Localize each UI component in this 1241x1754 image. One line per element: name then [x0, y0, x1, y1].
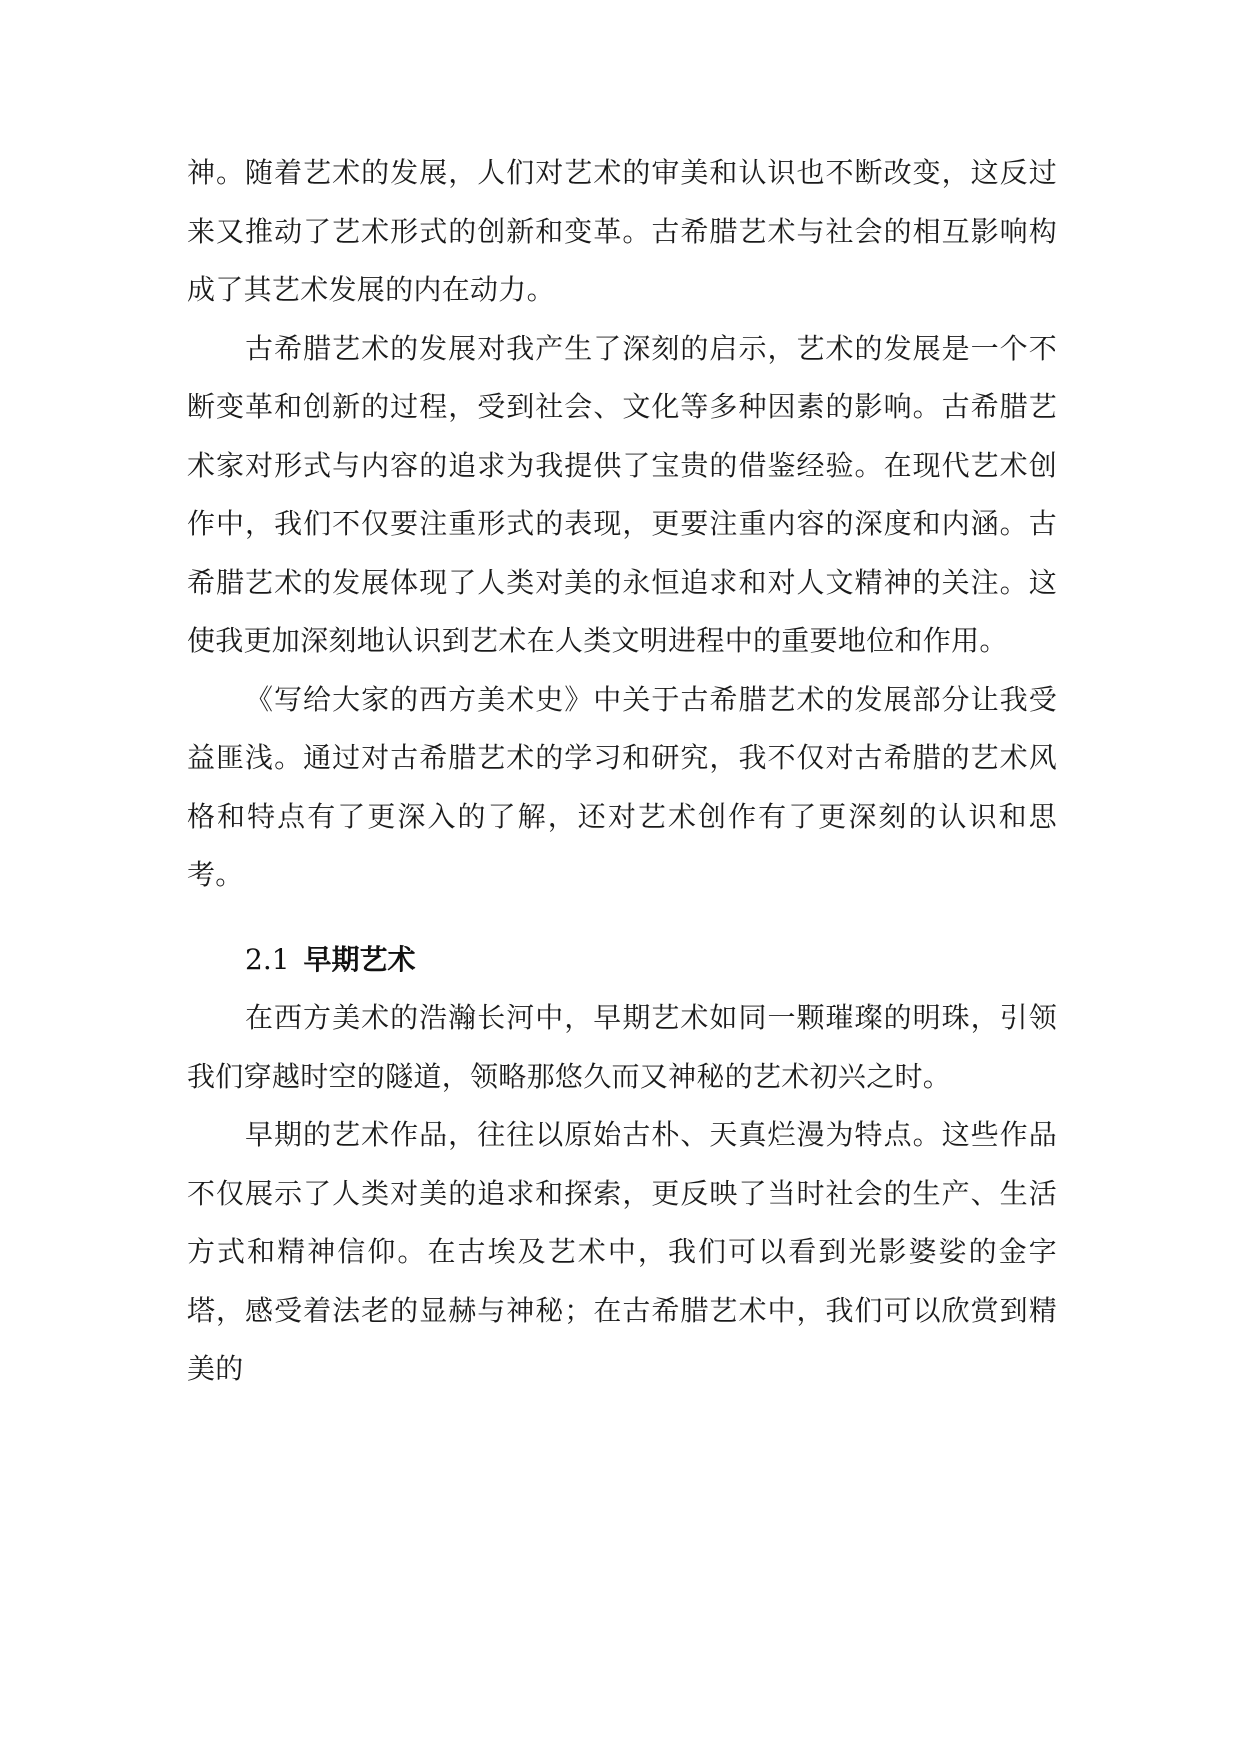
- paragraph-early-art-intro: 在西方美术的浩瀚长河中，早期艺术如同一颗璀璨的明珠，引领我们穿越时空的隧道，领略那悠久而又神秘的艺术初兴之时。: [187, 1001, 1057, 1093]
- paragraph-book-summary: 《写给大家的西方美术史》中关于古希腊艺术的发展部分让我受益匪浅。通过对古希腊艺术的学习和研究，我不仅对古希腊的艺术风格和特点有了更深入的了解，还对艺术创作有了更深刻的认识和思考。: [187, 682, 1057, 891]
- section-title: 早期艺术: [303, 942, 416, 976]
- section-heading: [187, 931, 1057, 990]
- section-number: 2.1: [245, 942, 290, 976]
- document-body: [187, 144, 1057, 1399]
- paragraph-continuation: 神。随着艺术的发展，人们对艺术的审美和认识也不断改变，这反过来又推动了艺术形式的创新和变革。古希腊艺术与社会的相互影响构成了其艺术发展的内在动力。: [187, 156, 1057, 306]
- paragraph-early-art-features: 早期的艺术作品，往往以原始古朴、天真烂漫为特点。这些作品不仅展示了人类对美的追求和探索，更反映了当时社会的生产、生活方式和精神信仰。在古埃及艺术中，我们可以看到光影婆娑的金字塔，感受着法老的显赫与神秘；在古希腊艺术中，我们可以欣赏到精美的: [187, 1118, 1057, 1385]
- paragraph-inspiration: 古希腊艺术的发展对我产生了深刻的启示，艺术的发展是一个不断变革和创新的过程，受到社会、文化等多种因素的影响。古希腊艺术家对形式与内容的追求为我提供了宝贵的借鉴经验。在现代艺术创作中，我们不仅要注重形式的表现，更要注重内容的深度和内涵。古希腊艺术的发展体现了人类对美的永恒追求和对人文精神的关注。这使我更加深刻地认识到艺术在人类文明进程中的重要地位和作用。: [187, 331, 1057, 657]
